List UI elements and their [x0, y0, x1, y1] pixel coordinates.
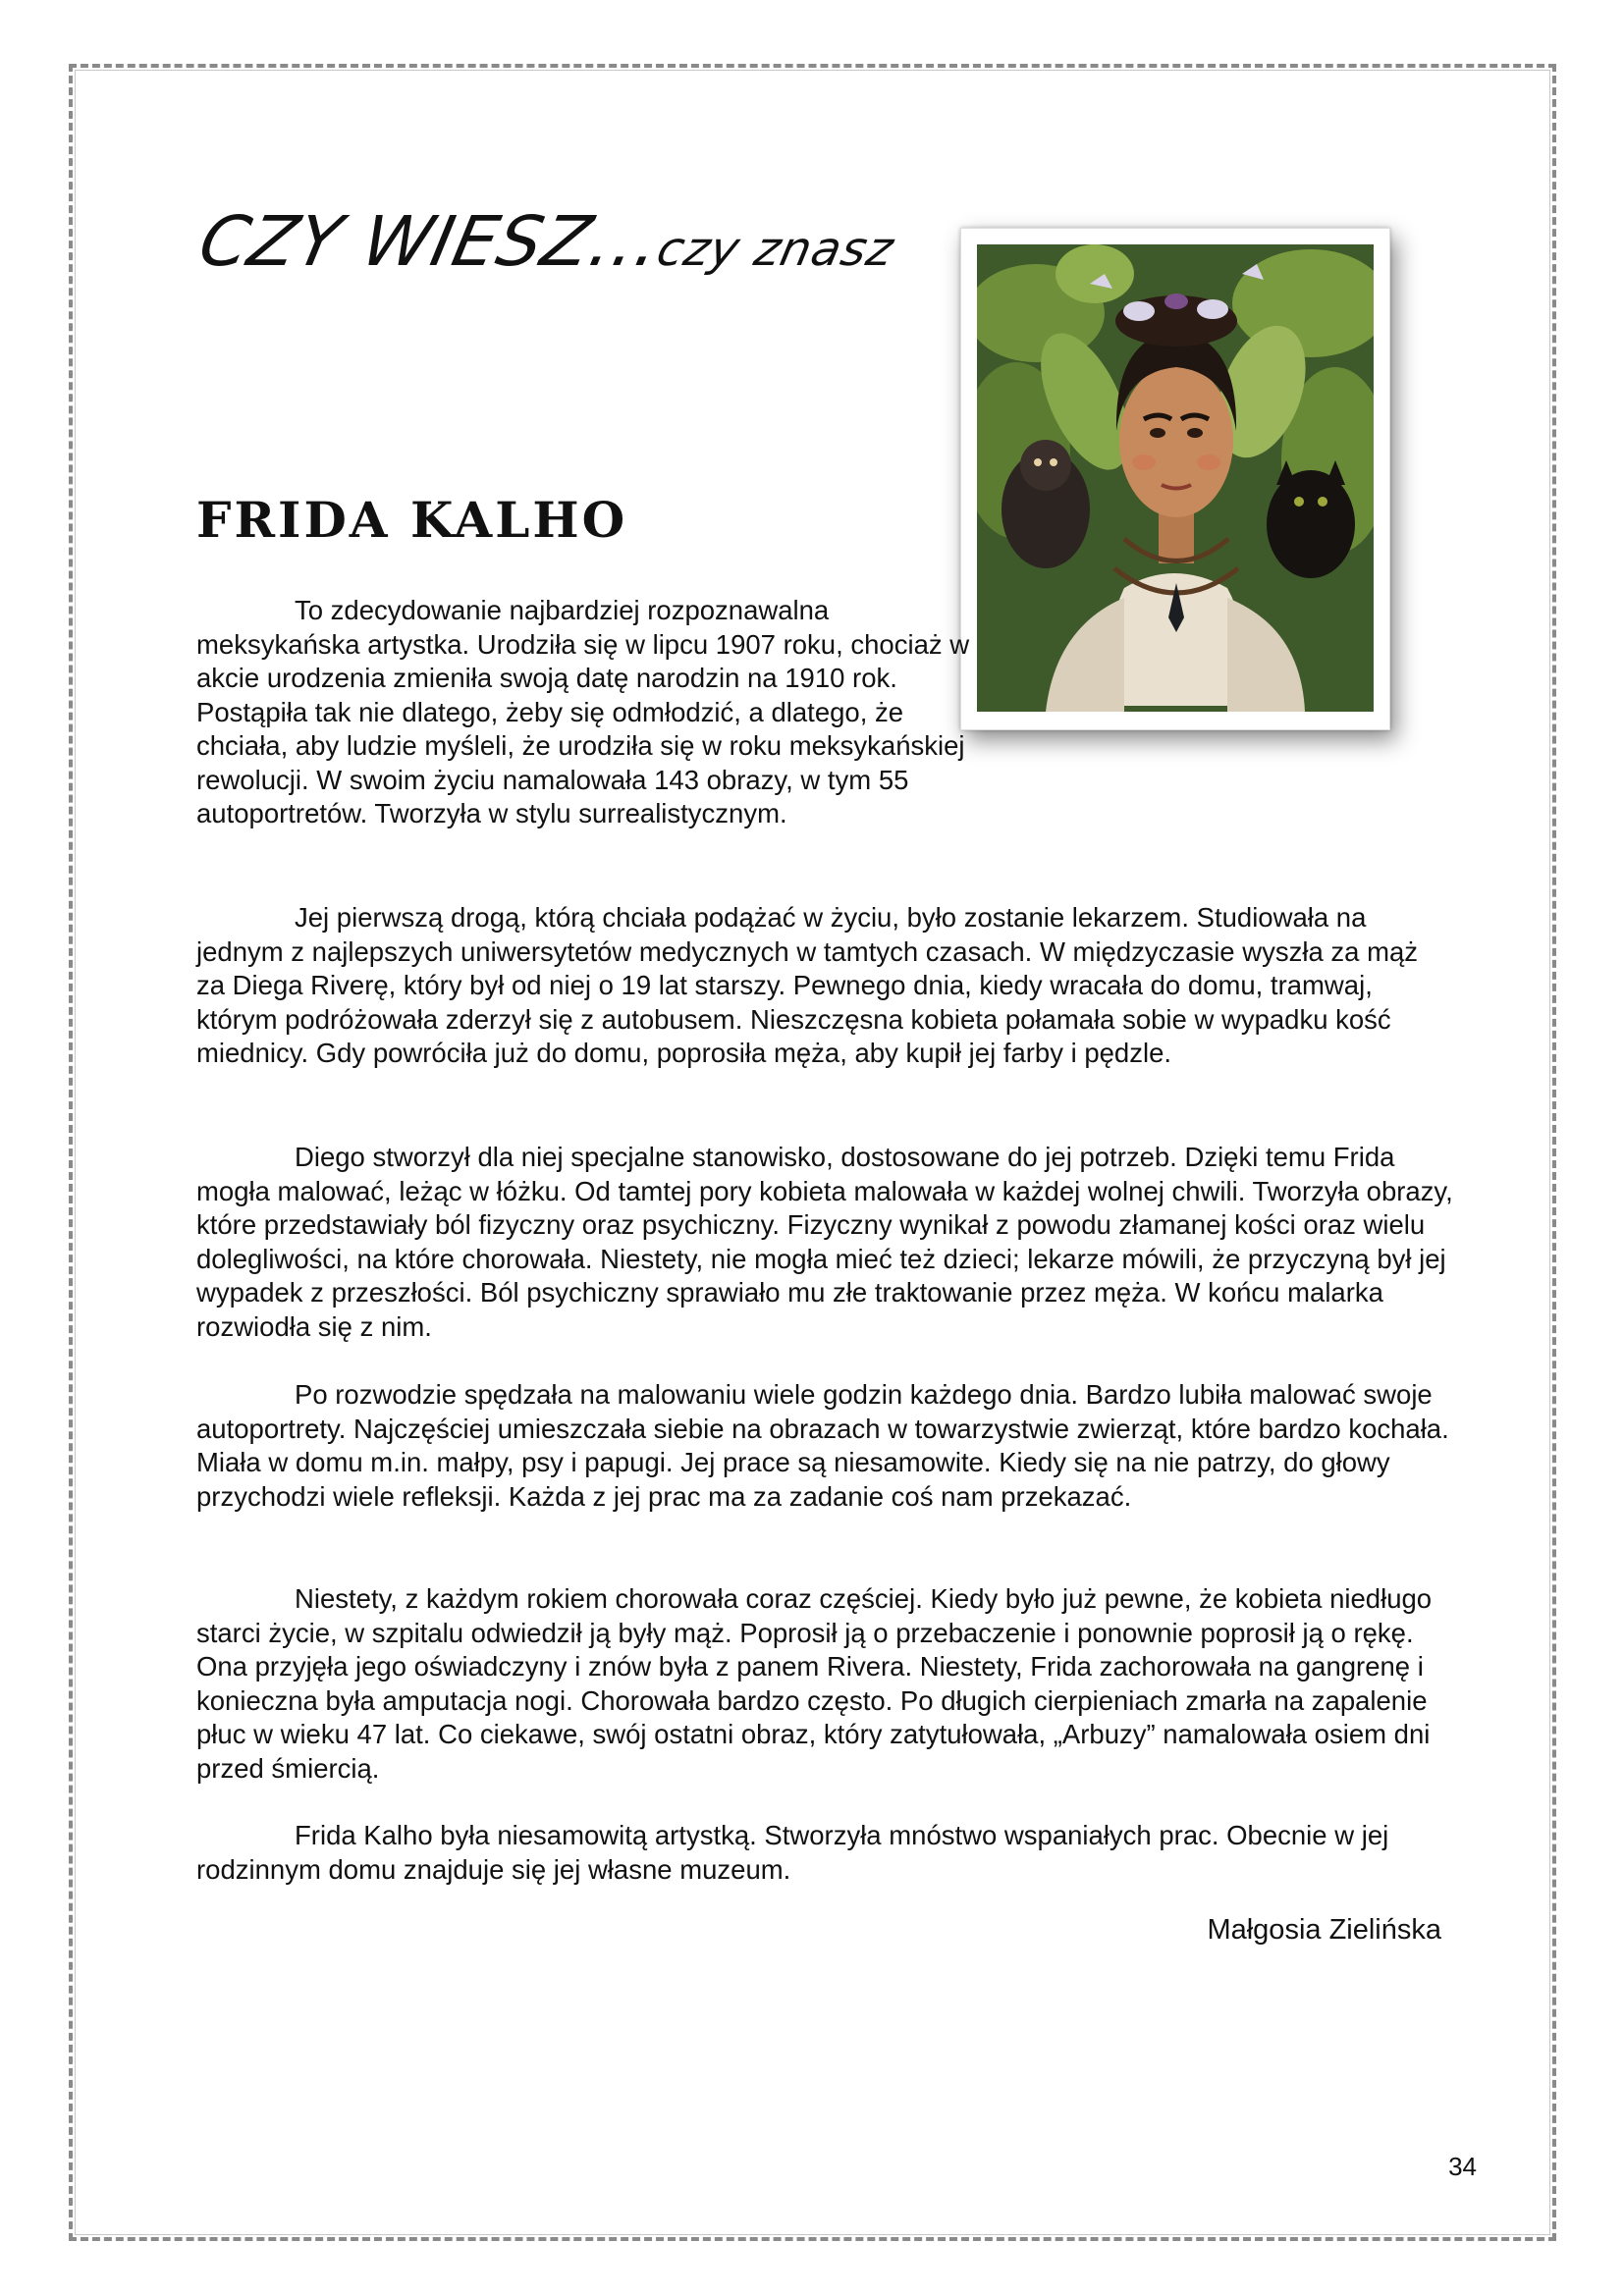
paragraph-2-text: Jej pierwszą drogą, którą chciała podążać w życiu, było zostanie lekarzem. Studiowała na jednym z najlepszych uniwersytetów medycznych w tamtych czasach. W międzyczasie wyszła za mąż za Diega Riverę, który był od niej o 19 lat starszy. Pewnego dnia, kiedy wracała do domu, tramwaj, którym podróżowała zderzył się z autobusem. Nieszczęsna kobieta połamała sobie w wypadku kość miednicy. Gdy powróciła już do domu, poprosiła męża, aby kupił jej farby i pędzle. [196, 902, 1419, 1068]
paragraph-6-text: Frida Kalho była niesamowitą artystką. Stworzyła mnóstwo wspaniałych prac. Obecnie w jej rodzinnym domu znajduje się jej własne muzeum. [196, 1820, 1389, 1885]
section-heading-rest: czy znasz [652, 222, 899, 277]
paragraph-1-text: To zdecydowanie najbardziej rozpoznawalna meksykańska artystka. Urodziła się w lipcu 1907 roku, chociaż w akcie urodzenia zmieniła swoją datę narodzin na 1910 rok. Postąpiła tak nie dlatego, żeby się odmłodzić, a dlatego, że chciała, aby ludzie myśleli, że urodziła się w roku meksykańskiej rewolucji. W swoim życiu namalowała 143 obrazy, w tym 55 autoportretów. Tworzyła w stylu surrealistycznym. [196, 595, 970, 828]
paragraph-4-text: Po rozwodzie spędzała na malowaniu wiele godzin każdego dnia. Bardzo lubiła malować swoje autoportrety. Najczęściej umieszczała siebie na obrazach w towarzystwie zwierząt, które bardzo kochała. Miała w domu m.in. małpy, psy i papugi. Jej prace są niesamowite. Kiedy się na nie patrzy, do głowy przychodzi wiele refleksji. Każda z jej prac ma za zadanie coś nam przekazać. [196, 1379, 1449, 1512]
paragraph-5 [196, 1582, 1453, 1786]
paragraph-3-text: Diego stworzył dla niej specjalne stanowisko, dostosowane do jej potrzeb. Dzięki temu Frida mogła malować, leżąc w łóżku. Od tamtej pory kobieta malowała w każdej wolnej chwili. Tworzyła obrazy, które przedstawiały ból fizyczny oraz psychiczny. Fizyczny wynikał z powodu złamanej kości oraz wielu dolegliwości, na które chorowała. Niestety, nie mogła mieć też dzieci; lekarze mówili, że przyczyną był jej wypadek z przeszłości. Ból psychiczny sprawiało mu złe traktowanie przez męża. W końcu malarka rozwiodła się z nim. [196, 1142, 1453, 1342]
section-heading [192, 201, 903, 282]
paragraph-6 [196, 1819, 1453, 1887]
paragraph-3 [196, 1141, 1453, 1344]
article-title: FRIDA KALHO [196, 491, 628, 549]
paragraph-4 [196, 1378, 1453, 1514]
paragraph-2 [196, 901, 1453, 1071]
portrait-frame [960, 228, 1390, 730]
paragraph-5-text: Niestety, z każdym rokiem chorowała coraz częściej. Kiedy było już pewne, że kobieta niedługo starci życie, w szpitalu odwiedził ją były mąż. Poprosił ją o przebaczenie i ponownie poprosił ją o rękę. Ona przyjęła jego oświadczyny i znów była z panem Rivera. Niestety, Frida zachorowała na gangrenę i konieczna była amputacja nogi. Chorowała bardzo często. Po długich cierpieniach zmarła na zapalenie płuc w wieku 47 lat. Co ciekawe, swój ostatni obraz, który zatytułowała, „Arbuzy” namalowała osiem dni przed śmiercią. [196, 1583, 1433, 1784]
author-signature: Małgosia Zielińska [1207, 1914, 1441, 1946]
section-heading-caps: CZY WIESZ... [192, 201, 669, 282]
page-number: 34 [1448, 2152, 1477, 2181]
portrait-image [977, 244, 1374, 712]
paragraph-1 [196, 594, 972, 831]
